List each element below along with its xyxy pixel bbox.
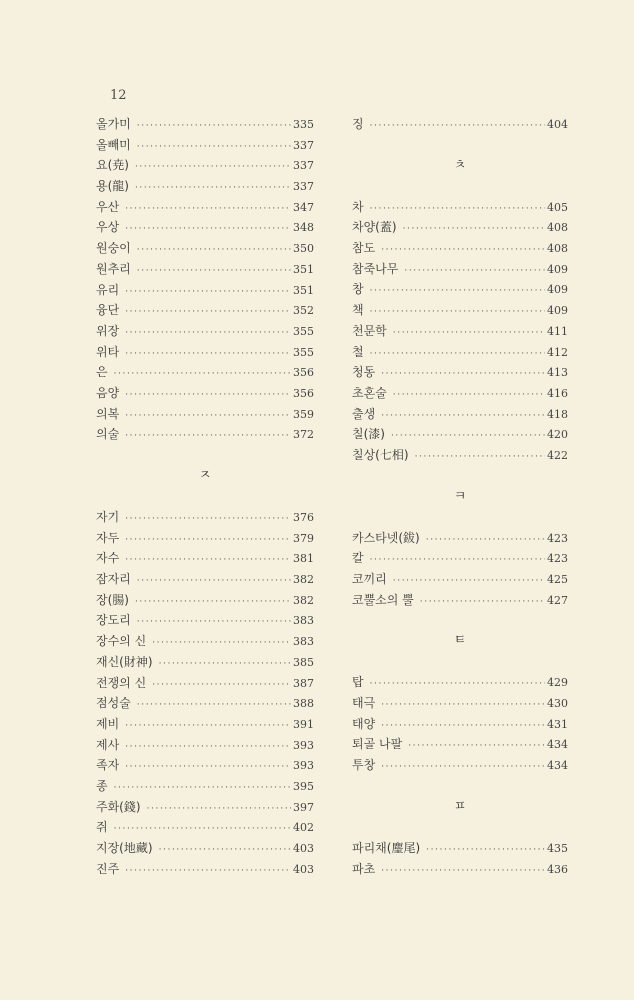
dot-leader — [114, 819, 291, 840]
index-entry — [96, 569, 314, 590]
index-page-number: 409 — [547, 283, 568, 297]
index-page-number: 436 — [547, 862, 568, 876]
dot-leader — [426, 530, 545, 551]
index-entry — [352, 342, 568, 363]
section-heading-ch: ㅊ — [453, 157, 467, 173]
index-term: 코뿔소의 뿔 — [352, 592, 414, 607]
index-term: 점성술 — [96, 696, 131, 711]
dot-leader — [393, 385, 545, 406]
group-list — [352, 672, 568, 775]
index-page-number: 402 — [293, 821, 314, 835]
index-term: 주화(錢) — [96, 799, 141, 814]
index-entry — [96, 342, 314, 363]
dot-leader — [137, 695, 291, 716]
index-page-number: 405 — [547, 200, 568, 214]
index-term: 초혼술 — [352, 385, 387, 400]
dot-leader — [426, 840, 545, 861]
group-list — [352, 197, 568, 466]
index-term: 퇴골 나팔 — [352, 737, 403, 752]
index-page-number: 393 — [293, 738, 314, 752]
index-page-number: 435 — [547, 841, 568, 855]
index-term: 유리 — [96, 282, 120, 297]
dot-leader — [125, 530, 291, 551]
index-term: 태극 — [352, 696, 376, 711]
index-page-number: 409 — [547, 304, 568, 318]
index-entry — [352, 362, 568, 383]
index-entry — [352, 693, 568, 714]
index-page-number: 356 — [293, 366, 314, 380]
index-page-number: 381 — [293, 552, 314, 566]
index-term: 위타 — [96, 344, 120, 359]
dot-leader — [381, 406, 545, 427]
dot-leader — [137, 240, 291, 261]
index-term: 차 — [352, 199, 364, 214]
index-page-number: 337 — [293, 180, 314, 194]
index-entry — [96, 673, 314, 694]
index-entry — [352, 217, 568, 238]
index-term: 참죽나무 — [352, 261, 399, 276]
index-term: 장(腸) — [96, 592, 129, 607]
index-term: 참도 — [352, 241, 376, 256]
dot-leader — [114, 364, 291, 385]
index-page-number: 408 — [547, 221, 568, 235]
index-page-number: 427 — [547, 593, 568, 607]
index-entry — [96, 114, 314, 135]
dot-leader — [403, 219, 545, 240]
dot-leader — [147, 799, 291, 820]
index-entry — [352, 300, 568, 321]
dot-leader — [393, 571, 545, 592]
index-page-number: 412 — [547, 345, 568, 359]
index-term: 파리채(麈尾) — [352, 840, 421, 855]
index-page-number: 422 — [547, 448, 568, 462]
index-term: 의복 — [96, 406, 120, 421]
index-entry — [352, 259, 568, 280]
index-term: 차양(蓋) — [352, 220, 397, 235]
index-page-number: 393 — [293, 759, 314, 773]
dot-leader — [381, 240, 545, 261]
index-term: 잠자리 — [96, 572, 131, 587]
index-entry — [96, 404, 314, 425]
dot-leader — [370, 281, 545, 302]
index-page-number: 409 — [547, 262, 568, 276]
index-entry — [352, 445, 568, 466]
index-term: 원숭이 — [96, 241, 131, 256]
index-page-number: 403 — [293, 842, 314, 855]
index-term: 창 — [352, 282, 364, 297]
index-term: 칠(漆) — [352, 427, 385, 442]
index-entry — [96, 135, 314, 156]
index-entry — [352, 321, 568, 342]
index-term: 전쟁의 신 — [96, 675, 147, 690]
dot-leader — [137, 571, 291, 592]
dot-leader — [114, 778, 291, 799]
index-term: 쥐 — [96, 820, 108, 835]
index-entry — [96, 507, 314, 528]
dot-leader — [408, 736, 545, 757]
index-entry — [96, 631, 314, 652]
dot-leader — [381, 695, 545, 716]
index-entry — [352, 238, 568, 259]
index-page-number: 418 — [547, 407, 568, 421]
index-entry — [96, 197, 314, 218]
group-list — [352, 528, 568, 611]
index-page-number: 434 — [547, 738, 568, 752]
index-page-number: 355 — [293, 324, 314, 338]
index-entry — [352, 548, 568, 569]
index-entry — [352, 569, 568, 590]
index-entry — [352, 114, 568, 135]
dot-leader — [135, 157, 291, 178]
index-entry — [352, 714, 568, 735]
dot-leader — [159, 654, 291, 675]
index-term: 진주 — [96, 861, 120, 876]
index-page-number: 423 — [547, 552, 568, 566]
index-page-number: 352 — [293, 304, 314, 318]
index-entry — [96, 383, 314, 404]
index-page-number: 388 — [293, 697, 314, 711]
index-page-number: 376 — [293, 511, 314, 524]
index-page-number: 403 — [293, 862, 314, 876]
index-entry — [96, 755, 314, 776]
dot-leader — [152, 675, 291, 696]
index-entry — [352, 755, 568, 776]
index-page-number: 348 — [293, 221, 314, 235]
dot-leader — [125, 737, 291, 758]
index-page-number: 382 — [293, 593, 314, 607]
index-entry — [96, 238, 314, 259]
index-page-number: 411 — [547, 324, 568, 338]
index-term: 청동 — [352, 365, 376, 380]
index-entry — [96, 217, 314, 238]
index-entry — [96, 155, 314, 176]
index-entry — [96, 424, 314, 445]
index-column-right — [352, 114, 568, 879]
index-page-number: 350 — [293, 242, 314, 256]
dot-leader — [370, 302, 545, 323]
index-term: 재신(財神) — [96, 654, 153, 669]
index-term: 장도리 — [96, 613, 131, 628]
index-entry — [352, 859, 568, 880]
index-entry — [352, 383, 568, 404]
dot-leader — [125, 282, 291, 303]
dot-leader — [137, 612, 291, 633]
index-page-number: 359 — [293, 407, 314, 421]
index-entry — [352, 672, 568, 693]
dot-leader — [381, 757, 545, 778]
index-term: 은 — [96, 365, 108, 380]
index-page-number: 408 — [547, 242, 568, 256]
page-number: 12 — [110, 88, 127, 103]
dot-leader — [125, 199, 291, 220]
index-term: 우산 — [96, 199, 120, 214]
index-term: 자수 — [96, 551, 120, 566]
index-page-number: 413 — [547, 366, 568, 380]
index-term: 용(龍) — [96, 179, 129, 194]
index-term: 칠상(七相) — [352, 447, 409, 462]
dot-leader — [125, 323, 291, 344]
dot-leader — [370, 344, 545, 365]
dot-leader — [125, 861, 291, 882]
index-page-number: 347 — [293, 200, 314, 214]
index-entry — [352, 424, 568, 445]
index-term: 족자 — [96, 758, 120, 773]
index-entry — [352, 528, 568, 549]
dot-leader — [135, 178, 291, 199]
index-term: 자두 — [96, 530, 120, 545]
dot-leader — [381, 716, 545, 737]
index-term: 원추리 — [96, 261, 131, 276]
index-term: 융단 — [96, 303, 120, 318]
dot-leader — [125, 550, 291, 571]
index-entry — [96, 714, 314, 735]
index-page-number: 351 — [293, 283, 314, 297]
dot-leader — [137, 261, 291, 282]
index-term: 태양 — [352, 716, 376, 731]
index-entry — [96, 176, 314, 197]
dot-leader — [415, 447, 545, 468]
index-entry — [96, 280, 314, 301]
dot-leader — [137, 116, 291, 137]
index-term: 자기 — [96, 510, 120, 524]
index-entry — [352, 838, 568, 859]
index-term: 철 — [352, 344, 364, 359]
dot-leader — [137, 137, 291, 158]
index-term: 종 — [96, 778, 108, 793]
index-entry — [96, 300, 314, 321]
index-page-number: 425 — [547, 573, 568, 586]
index-entry — [352, 734, 568, 755]
index-page-number: 383 — [293, 635, 314, 649]
dot-leader — [125, 344, 291, 365]
dot-leader — [381, 861, 545, 882]
dot-leader — [125, 406, 291, 427]
index-entry — [96, 735, 314, 756]
index-page-number: 335 — [293, 118, 314, 131]
index-entry — [96, 259, 314, 280]
dot-leader — [125, 302, 291, 323]
section-heading-p: ㅍ — [453, 798, 467, 814]
index-term: 탑 — [352, 675, 364, 690]
group-list — [352, 838, 568, 879]
index-entry — [96, 838, 314, 859]
dot-leader — [381, 364, 545, 385]
index-term: 코끼리 — [352, 572, 387, 586]
index-entry — [352, 279, 568, 300]
index-entry — [96, 362, 314, 383]
index-term: 우상 — [96, 220, 120, 235]
index-entry — [352, 404, 568, 425]
index-term: 제사 — [96, 737, 120, 752]
dot-leader — [393, 323, 545, 344]
index-term: 징 — [352, 117, 364, 131]
index-entry — [96, 797, 314, 818]
section-heading-j: ㅈ — [198, 468, 212, 483]
index-page-number: 404 — [547, 118, 568, 131]
index-page-number: 379 — [293, 531, 314, 545]
dot-leader — [159, 840, 291, 861]
dot-leader — [135, 592, 291, 613]
index-entry — [352, 590, 568, 611]
group-list — [352, 114, 568, 135]
index-entry — [96, 321, 314, 342]
index-term: 제비 — [96, 716, 120, 731]
index-page-number: 387 — [293, 676, 314, 690]
index-page-number: 337 — [293, 138, 314, 152]
index-page-number: 383 — [293, 614, 314, 628]
index-page-number: 423 — [547, 531, 568, 545]
dot-leader — [125, 757, 291, 778]
dot-leader — [125, 219, 291, 240]
index-page-number: 431 — [547, 717, 568, 731]
dot-leader — [391, 426, 545, 447]
index-term: 올빼미 — [96, 137, 131, 152]
section-heading-k: ㅋ — [453, 488, 467, 504]
dot-leader — [125, 716, 291, 737]
section-heading-t: ㅌ — [453, 633, 467, 649]
index-column-left — [96, 114, 314, 879]
dot-leader — [125, 509, 291, 530]
index-entry — [96, 652, 314, 673]
index-term: 카스타넷(鈸) — [352, 530, 420, 545]
index-page-number: 382 — [293, 573, 314, 587]
index-term: 파초 — [352, 861, 376, 876]
index-term: 칼 — [352, 551, 364, 566]
index-term: 의술 — [96, 427, 120, 442]
dot-leader — [404, 261, 545, 282]
index-entry — [96, 859, 314, 880]
index-page-number: 355 — [293, 345, 314, 359]
dot-leader — [370, 116, 545, 137]
index-term: 투창 — [352, 758, 376, 773]
index-page-number: 372 — [293, 428, 314, 442]
index-page-number: 397 — [293, 800, 314, 814]
index-page-number: 391 — [293, 717, 314, 731]
index-page-number: 351 — [293, 262, 314, 276]
index-term: 올가미 — [96, 117, 131, 131]
index-page-number: 356 — [293, 386, 314, 400]
dot-leader — [420, 592, 545, 613]
index-entry — [96, 528, 314, 549]
index-entry — [96, 817, 314, 838]
index-entry — [96, 776, 314, 797]
index-term: 장수의 신 — [96, 634, 147, 649]
index-term: 요(尭) — [96, 158, 129, 173]
index-page-number: 385 — [293, 655, 314, 669]
dot-leader — [152, 633, 291, 654]
index-term: 천문학 — [352, 323, 387, 338]
index-entry — [96, 610, 314, 631]
index-entry — [96, 548, 314, 569]
index-page-number: 416 — [547, 386, 568, 400]
dot-leader — [370, 674, 545, 695]
index-entry — [96, 693, 314, 714]
index-page-number: 434 — [547, 759, 568, 773]
group-list — [96, 507, 314, 879]
index-entry — [96, 590, 314, 611]
index-entry — [352, 197, 568, 218]
index-term: 지장(地藏) — [96, 841, 153, 855]
index-term: 음양 — [96, 385, 120, 400]
dot-leader — [370, 550, 545, 571]
index-term: 출생 — [352, 406, 376, 421]
index-term: 위장 — [96, 323, 120, 338]
dot-leader — [370, 199, 545, 220]
index-page-number: 337 — [293, 159, 314, 173]
index-term: 책 — [352, 303, 364, 318]
index-page-number: 420 — [547, 428, 568, 442]
index-page-number: 429 — [547, 676, 568, 690]
group-list — [96, 114, 314, 445]
index-page-number: 395 — [293, 779, 314, 793]
index-page-number: 430 — [547, 697, 568, 711]
dot-leader — [125, 385, 291, 406]
dot-leader — [125, 426, 291, 447]
